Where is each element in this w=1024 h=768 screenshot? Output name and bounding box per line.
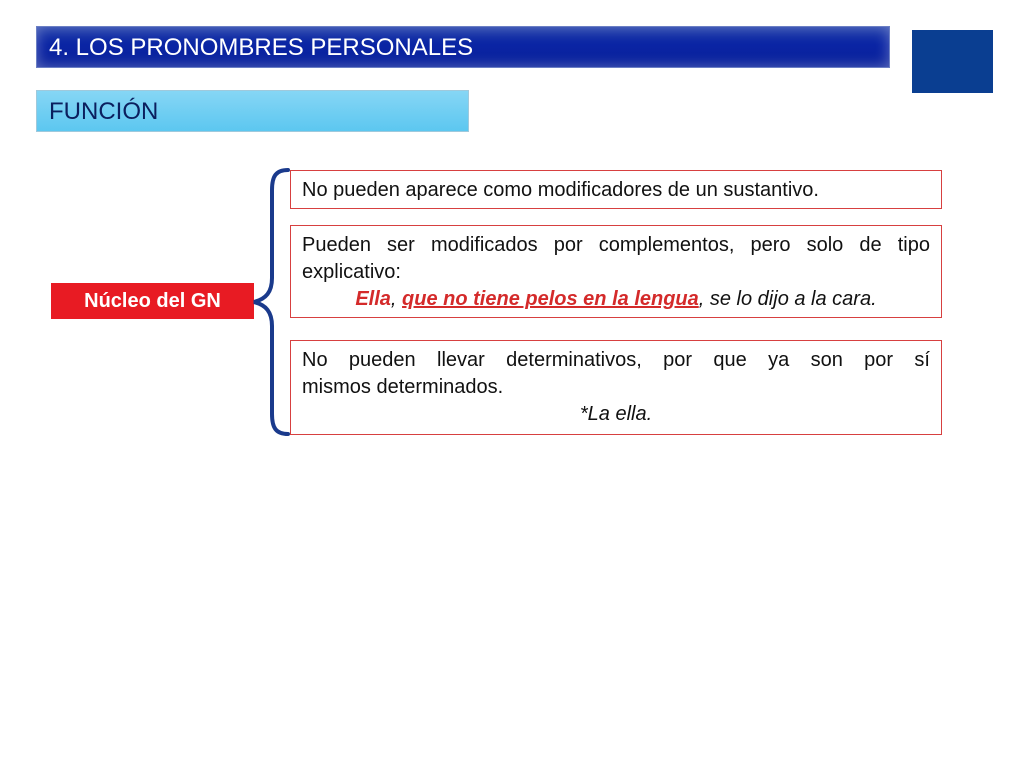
- example-rest: , se lo dijo a la cara.: [698, 288, 877, 310]
- example-separator: ,: [390, 288, 403, 310]
- example-pronoun: Ella: [355, 288, 391, 310]
- info-box-line: mismos determinados.: [302, 376, 504, 398]
- section-title: FUNCIÓN: [36, 90, 469, 132]
- curly-brace-icon: [248, 166, 296, 438]
- info-box-text: No pueden aparece como modificadores de un sustantivo.: [302, 179, 819, 201]
- nucleo-label: Núcleo del GN: [51, 283, 254, 319]
- info-box-line: Pueden ser modificados por complementos, pero solo de tipo: [302, 234, 930, 256]
- page-title: 4. LOS PRONOMBRES PERSONALES: [36, 26, 890, 68]
- example-sentence: [302, 286, 930, 313]
- info-box-line: No pueden llevar determinativos, por que ya son por sí: [302, 349, 930, 371]
- info-box-line: explicativo:: [302, 261, 401, 283]
- info-box-complements: [290, 225, 942, 318]
- info-box-modifiers: [290, 170, 942, 209]
- example-complement: que no tiene pelos en la lengua: [402, 288, 699, 310]
- corner-square-decoration: [912, 30, 993, 93]
- info-box-determinatives: [290, 340, 942, 435]
- example-sentence: *La ella.: [579, 403, 653, 425]
